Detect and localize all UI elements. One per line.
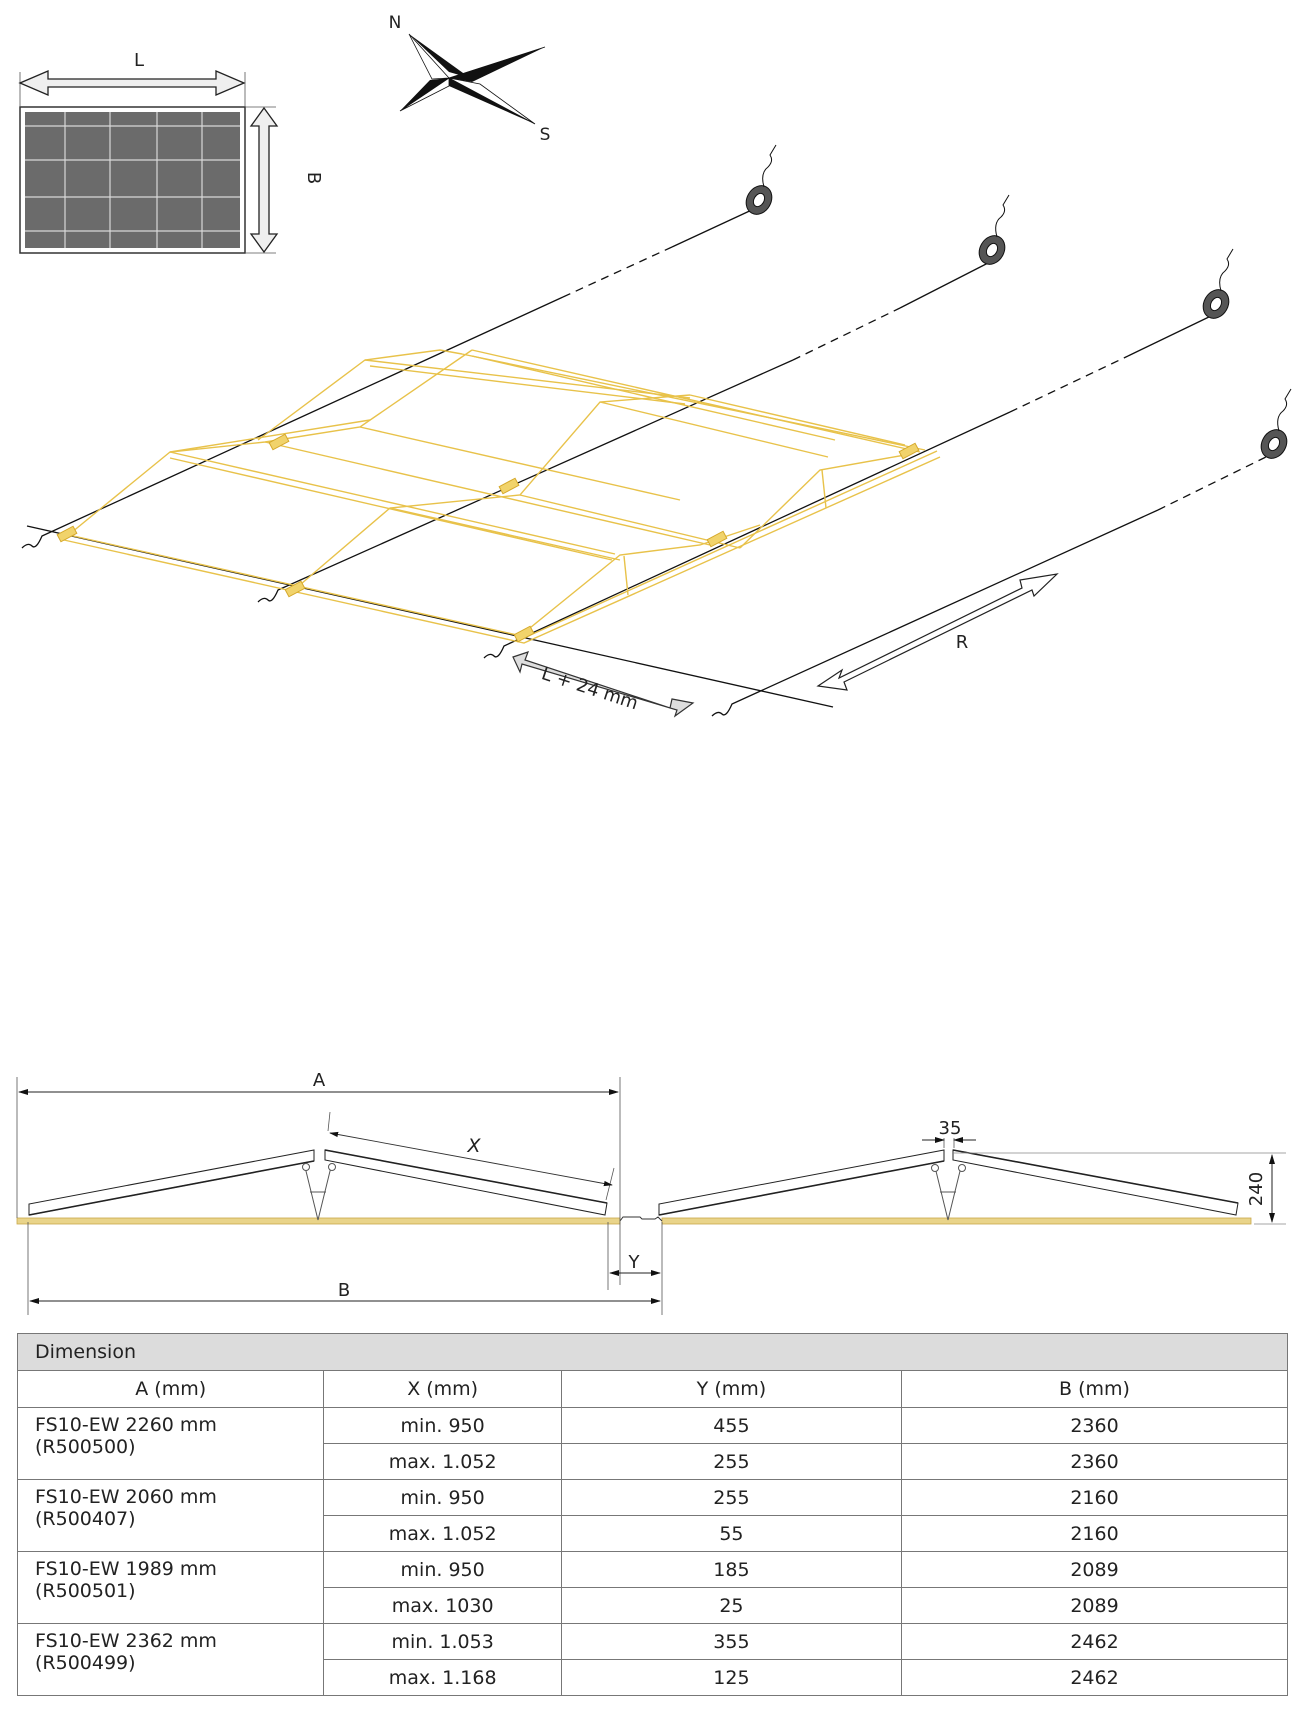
side-elevation (17, 1077, 1286, 1315)
x-cell: min. 950 (324, 1408, 561, 1444)
dimension-x-label: X (467, 1135, 481, 1157)
row-length-arrow-icon (818, 574, 1057, 690)
x-cell: max. 1.052 (324, 1516, 561, 1552)
width-arrow-icon (251, 108, 277, 252)
b-cell: 2089 (901, 1552, 1287, 1588)
table-title: Dimension (18, 1334, 1288, 1371)
dimension-height-label: 240 (1246, 1171, 1267, 1207)
y-cell: 55 (561, 1516, 901, 1552)
y-cell: 125 (561, 1660, 901, 1696)
solar-module-icon (20, 72, 276, 253)
column-header-b: B (mm) (901, 1371, 1287, 1408)
model-cell: FS10-EW 2060 mm (R500407) (18, 1480, 324, 1552)
module-spacing-label: L + 24 mm (538, 663, 641, 715)
length-arrow-icon (20, 71, 244, 95)
column-header-a: A (mm) (18, 1371, 324, 1408)
module-length-label: L (133, 50, 145, 71)
row-length-label: R (955, 632, 969, 653)
compass-south-label: S (539, 125, 551, 145)
y-cell: 255 (561, 1480, 901, 1516)
model-cell: FS10-EW 1989 mm (R500501) (18, 1552, 324, 1624)
x-cell: max. 1.168 (324, 1660, 561, 1696)
y-cell: 185 (561, 1552, 901, 1588)
compass-north-label: N (388, 13, 402, 33)
dimension-b-label: B (337, 1280, 351, 1301)
x-cell: min. 1.053 (324, 1624, 561, 1660)
b-cell: 2160 (901, 1516, 1287, 1552)
y-cell: 455 (561, 1408, 901, 1444)
module-width-label: B (303, 171, 324, 185)
b-cell: 2462 (901, 1660, 1287, 1696)
table-row (18, 1408, 1288, 1444)
b-cell: 2360 (901, 1444, 1287, 1480)
compass-rose-icon (400, 34, 545, 124)
table-row (18, 1552, 1288, 1588)
frame-ballast-blocks (57, 434, 919, 642)
string-line-group (22, 208, 1268, 716)
table-row (18, 1624, 1288, 1660)
table-row (18, 1480, 1288, 1516)
dimension-gap-label: 35 (938, 1118, 962, 1139)
y-cell: 25 (561, 1588, 901, 1624)
y-cell: 255 (561, 1444, 901, 1480)
string-roll-icon (741, 145, 1292, 463)
b-cell: 2089 (901, 1588, 1287, 1624)
x-cell: max. 1030 (324, 1588, 561, 1624)
x-cell: min. 950 (324, 1552, 561, 1588)
model-cell: FS10-EW 2260 mm (R500500) (18, 1408, 324, 1480)
dimension-y-label: Y (628, 1252, 640, 1273)
mounting-frame (60, 350, 940, 643)
b-cell: 2160 (901, 1480, 1287, 1516)
dimension-table (17, 1333, 1288, 1696)
column-header-x: X (mm) (324, 1371, 561, 1408)
b-cell: 2462 (901, 1624, 1287, 1660)
column-header-y: Y (mm) (561, 1371, 901, 1408)
dimension-a-label: A (312, 1070, 326, 1091)
x-cell: min. 950 (324, 1480, 561, 1516)
model-cell: FS10-EW 2362 mm (R500499) (18, 1624, 324, 1696)
y-cell: 355 (561, 1624, 901, 1660)
b-cell: 2360 (901, 1408, 1287, 1444)
x-cell: max. 1.052 (324, 1444, 561, 1480)
